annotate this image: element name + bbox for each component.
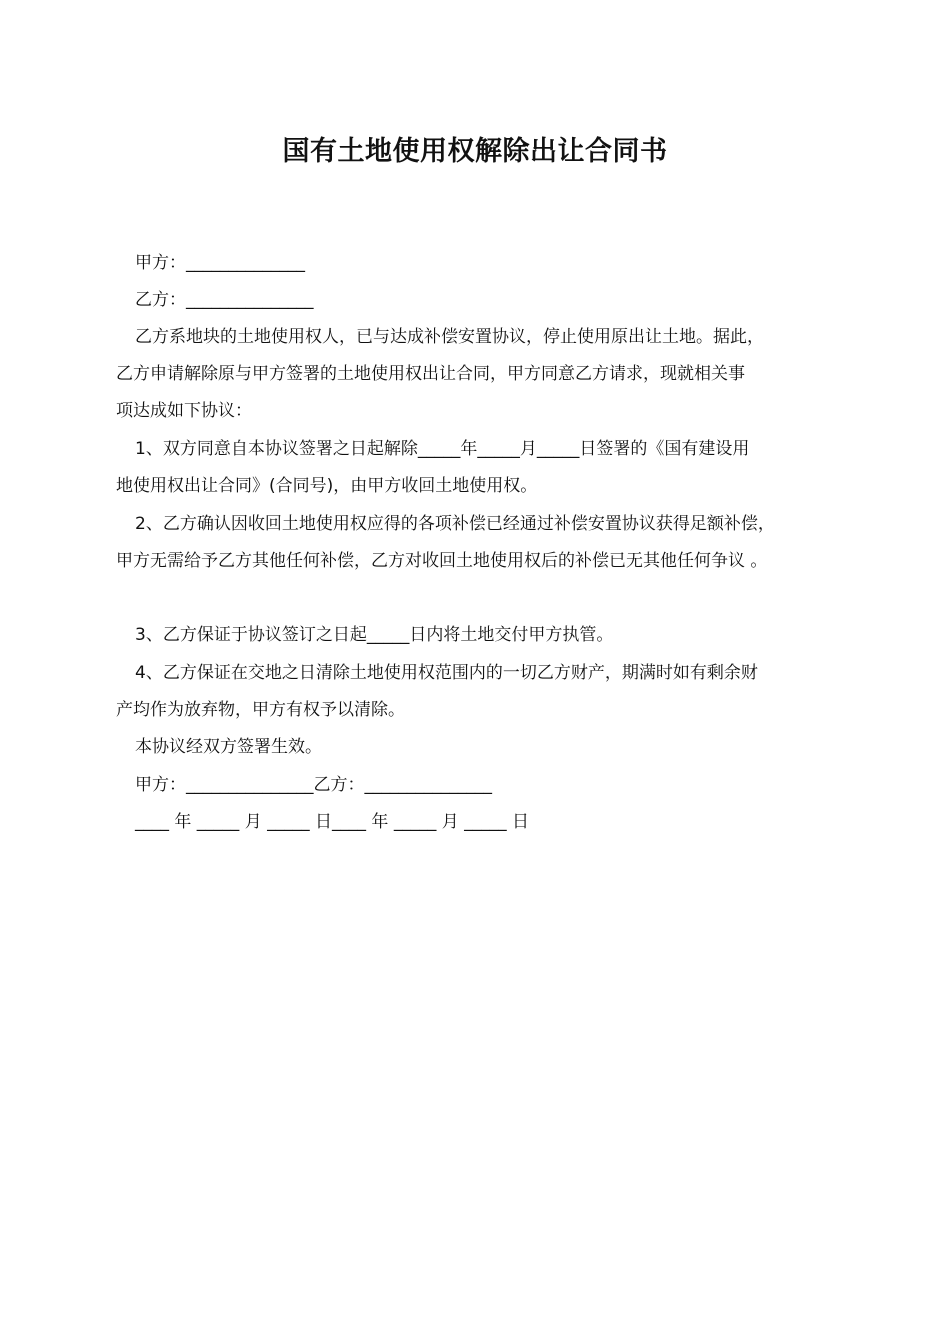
signature-line: 甲方：_______________乙方：_______________ bbox=[135, 775, 492, 795]
intro-paragraph-line-1: 乙方系地块的土地使用权人，已与达成补偿安置协议，停止使用原出让土地。据此， bbox=[135, 327, 764, 347]
clause-1-line-2: 地使用权出让合同》(合同号)，由甲方收回土地使用权。 bbox=[116, 476, 538, 496]
intro-paragraph-line-3: 项达成如下协议： bbox=[116, 401, 252, 421]
document-title: 国有土地使用权解除出让合同书 bbox=[282, 136, 668, 167]
party-b-line: 乙方：_______________ bbox=[135, 290, 314, 310]
clause-1-line-1: 1、双方同意自本协议签署之日起解除_____年_____月_____日签署的《国有建设用 bbox=[135, 439, 750, 459]
effective-clause: 本协议经双方签署生效。 bbox=[135, 737, 322, 757]
signature-date-line: ____ 年 _____ 月 _____ 日____ 年 _____ 月 _____ 日 bbox=[135, 812, 530, 832]
clause-2-line-1: 2、乙方确认因收回土地使用权应得的各项补偿已经通过补偿安置协议获得足额补偿， bbox=[135, 514, 775, 534]
clause-2-line-2: 甲方无需给予乙方其他任何补偿，乙方对收回土地使用权后的补偿已无其他任何争议 。 bbox=[116, 551, 768, 571]
clause-4-line-2: 产均作为放弃物，甲方有权予以清除。 bbox=[116, 700, 405, 720]
party-a-line: 甲方：______________ bbox=[135, 253, 305, 273]
clause-4-line-1: 4、乙方保证在交地之日清除土地使用权范围内的一切乙方财产，期满时如有剩余财 bbox=[135, 663, 758, 683]
clause-3-line: 3、乙方保证于协议签订之日起_____日内将土地交付甲方执管。 bbox=[135, 625, 614, 645]
intro-paragraph-line-2: 乙方申请解除原与甲方签署的土地使用权出让合同，甲方同意乙方请求，现就相关事 bbox=[116, 364, 745, 384]
